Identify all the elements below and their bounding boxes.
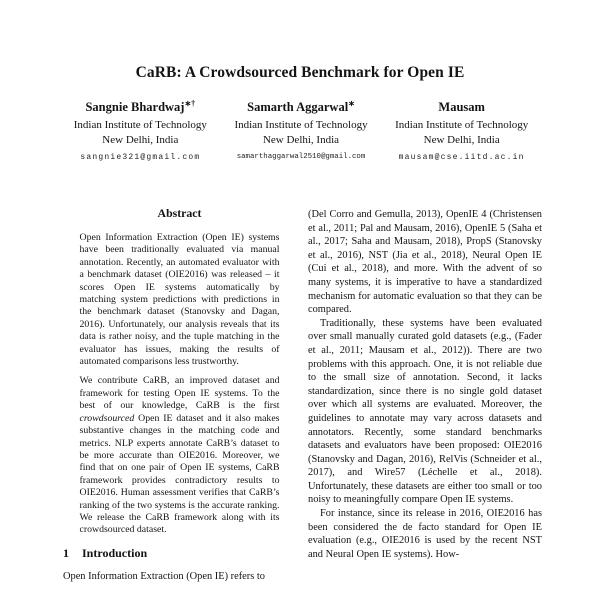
author-2-superscript: ∗: [348, 99, 355, 108]
author-2-email: samarthaggarwal2510@gmail.com: [236, 153, 366, 162]
author-3-name: [381, 99, 542, 115]
author-1-email: sangnie321@gmail.com: [80, 153, 201, 163]
abstract-paragraph-1: Open Information Extraction (Open IE) systems have been traditionally evaluated via manual annotation. Recently, an automated evaluator with a benchmark dataset (OIE2016) was released – it scores Open IE systems automatically by matching system predictions with predictions in the benchmark dataset (Stanovsky and Dagan, 2016). Unfortunately, our analysis reveals that its data is rather noisy, and the tuple matching in the evaluator has issues, making the results of automated comparisons less trustworthy.: [79, 232, 280, 368]
right-paragraph-3: For instance, since its release in 2016, OIE2016 has been considered the de facto standard for Open IE evaluation (e.g., OIE2016 is used by the recent NST and Neural Open IE systems). How-: [308, 508, 542, 560]
author-2-name: [221, 99, 382, 115]
right-paragraph-1: (Del Corro and Gemulla, 2013), OpenIE 4 (Christensen et al., 2011; Pal and Mausam, 2016), OpenIE 5 (Saha et al., 2017; Saha and Mausam, 2018), PropS (Stanovsky et al., 2016), NST (Jia et al., 2018), Neural Open IE (Cui et al., 2018), and more. With the advent of so many systems, it is imperative to have a standardized mechanism for automatic evaluation so that they can be compared.: [308, 209, 542, 316]
left-column: [63, 206, 296, 583]
author-1-institution: Indian Institute of Technology: [73, 119, 207, 132]
abstract-heading: Abstract: [157, 206, 202, 220]
author-2: [221, 99, 382, 162]
section-1-number: 1: [63, 545, 69, 560]
author-2-institution: Indian Institute of Technology: [234, 119, 368, 132]
author-block: [60, 99, 542, 162]
author-1-name: [60, 99, 221, 115]
author-1-city: New Delhi, India: [102, 133, 179, 146]
abstract-paragraph-2-post: Open IE dataset and it also makes substantive changes in the matching code and metrics. NLP experts annotate CaRB’s dataset to be more accurate than OIE2016. Moreover, we find that on one pair of Open IE systems, CaRB framework provides contradictory results to OIE2016. Human assessment verifies that CaRB’s ranking of the two systems is the accurate ranking. We release the CaRB framework along with its crowdsourced dataset.: [79, 412, 280, 536]
author-3-email: mausam@cse.iitd.ac.in: [398, 153, 525, 163]
author-3-city: New Delhi, India: [423, 133, 500, 146]
author-1-name-text: Sangnie Bhardwaj: [85, 100, 185, 115]
section-1-title: Introduction: [82, 545, 148, 560]
author-3: [381, 99, 542, 162]
abstract-section: [80, 206, 280, 537]
intro-first-line: Open Information Extraction (Open IE) refers to: [63, 570, 265, 582]
right-paragraph-2: Traditionally, these systems have been evaluated over small manually curated gold datasets (e.g., (Fader et al., 2011; Mausam et al., 2012)). There are two problems with this approach. One, it is not reliable due to the small size of annotation. Second, it lacks standardization, since there is no single gold dataset over which all systems are evaluated. Moreover, the guidelines to annotate may vary across datasets and annotators. Recently, some standard benchmarks datasets and evaluators have been proposed: OIE2016 (Stanovsky and Dagan, 2016), RelVis (Schneider et al., 2017), and Wire57 (Léchelle et al., 2018). Unfortunately, these datasets are either too small or too noisy to meaningfully compare Open IE systems.: [308, 317, 542, 506]
author-3-institution: Indian Institute of Technology: [395, 119, 529, 132]
author-3-name-text: Mausam: [438, 100, 485, 115]
abstract-paragraph-2-italic: crowdsourced: [79, 412, 135, 424]
author-1-superscript: ∗†: [184, 99, 196, 108]
author-2-name-text: Samarth Aggarwal: [247, 100, 349, 115]
abstract-paragraph-2-pre: We contribute CaRB, an improved dataset and framework for testing Open IE systems. To the best of our knowledge, CaRB is the first: [79, 375, 280, 412]
author-1: [60, 99, 221, 162]
abstract-paragraph-2: [80, 375, 280, 536]
paper-title: CaRB: A Crowdsourced Benchmark for Open IE: [135, 64, 465, 81]
author-2-city: New Delhi, India: [262, 133, 340, 146]
right-column: [308, 208, 542, 561]
section-1-heading: [63, 546, 296, 561]
